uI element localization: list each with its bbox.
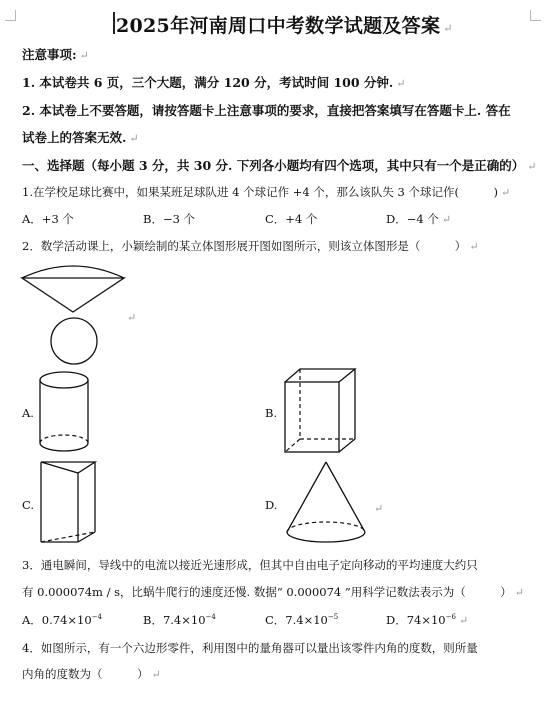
question-4-line1: 4．如图所示，有一个六边形零件，利用图中的量角器可以量出该零件内角的度数，则所量 <box>22 641 478 655</box>
q3-option-a-base: A．0.74×10 <box>22 613 92 627</box>
note-item-2-line2-text: 试卷上的答案无效. <box>22 130 127 145</box>
section-heading-text: 一、选择题（每小题 3 分，共 30 分. 下列各小题均有四个选项，其中只有一个是正确的） <box>22 158 525 173</box>
notes-heading <box>22 45 89 63</box>
section-heading-choice <box>22 156 536 174</box>
paragraph-mark-icon: ↵ <box>129 132 139 145</box>
question-1-option-c: C．+4 个 <box>265 212 318 226</box>
q3-option-a-exponent: −4 <box>91 613 103 622</box>
question-3-option-c <box>265 612 338 628</box>
question-2-option-d-text: D. <box>265 498 278 512</box>
question-3-option-b <box>143 612 216 628</box>
paragraph-mark-icon: ↵ <box>79 49 89 62</box>
cuboid-figure <box>282 366 362 456</box>
paragraph-mark-icon: ↵ <box>514 586 524 599</box>
q3-option-d-base: D．74×10 <box>386 613 446 627</box>
cylinder-bottom-back <box>40 435 88 443</box>
question-3-line2 <box>22 584 524 600</box>
cuboid-top-face <box>285 369 355 382</box>
question-1-option-d <box>386 211 451 227</box>
cuboid-hidden-edge <box>285 439 300 452</box>
prism-top-face <box>41 462 95 473</box>
prism-bottom-edge <box>78 532 95 542</box>
question-3-option-a <box>22 612 102 628</box>
document-title <box>116 11 453 38</box>
q3-option-b-base: B．7.4×10 <box>143 613 206 627</box>
question-2-option-c-label: C. <box>22 498 35 512</box>
paragraph-mark-icon: ↵ <box>500 186 511 199</box>
cylinder-bottom-front <box>40 443 88 451</box>
question-4-line2-text: 内角的度数为（ ） <box>22 667 149 681</box>
paragraph-mark-icon: ↵ <box>469 240 479 253</box>
note-item-1-text: 1. 本试卷共 6 页，三个大题，满分 120 分，考试时间 100 分钟. <box>22 75 394 90</box>
text-cursor <box>113 12 115 34</box>
page-corner-mark <box>5 10 16 21</box>
notes-heading-text: 注意事项: <box>22 47 77 62</box>
page-corner-mark <box>530 10 541 21</box>
cylinder-top <box>40 372 88 388</box>
question-1-option-d-text: D．−4 个 <box>386 212 439 226</box>
cone-slant-right <box>326 462 365 532</box>
cone-slant-left <box>287 462 326 532</box>
question-2-stem <box>22 238 479 254</box>
paragraph-mark-icon: ↵ <box>458 614 469 627</box>
question-1-option-a: A．+3 个 <box>22 212 74 226</box>
note-item-2-line2 <box>22 128 139 146</box>
cylinder-figure <box>36 370 96 456</box>
question-4-line2 <box>22 666 161 682</box>
paragraph-mark-icon: ↵ <box>396 77 406 90</box>
triangular-prism-figure <box>38 458 102 548</box>
question-2-option-b-label: B. <box>265 406 278 420</box>
question-1-option-b: B．−3 个 <box>143 212 196 226</box>
paragraph-mark-icon: ↵ <box>443 22 453 35</box>
question-2-stem-text: 2．数学活动课上，小颖绘制的某立体图形展开图如图所示，则该立体图形是（ ） <box>22 239 467 253</box>
cone-base-back <box>287 522 365 532</box>
question-1-stem <box>22 184 510 200</box>
net-circle <box>51 318 97 364</box>
paragraph-mark-icon <box>371 497 383 516</box>
note-item-1 <box>22 73 405 91</box>
cuboid-front-face <box>285 382 339 452</box>
net-sector-arc <box>22 266 124 278</box>
question-3-option-d <box>386 612 468 628</box>
question-2-option-a-label: A. <box>22 406 34 420</box>
q3-option-c-exponent: −5 <box>327 613 339 622</box>
paragraph-mark-icon: ↵ <box>151 668 161 681</box>
title-text: 2025年河南周口中考数学试题及答案 <box>116 15 441 37</box>
question-1-stem-text: 1.在学校足球比赛中，如果某班足球队进 4 个球记作 +4 个，那么该队失 3 个球记作( ) <box>22 185 498 199</box>
q3-option-c-base: C．7.4×10 <box>265 613 328 627</box>
net-sector-sides <box>22 278 124 312</box>
note-item-2-line1: 2. 本试卷上不要答题，请按答题卡上注意事项的要求，直接把答案填写在答题卡上. 答在 <box>22 103 511 118</box>
paragraph-mark-icon: ↵ <box>441 213 452 226</box>
paragraph-mark-icon-text: ↵ <box>127 311 137 324</box>
net-diagram <box>18 264 138 364</box>
paragraph-mark-icon: ↵ <box>527 160 537 173</box>
paragraph-mark-icon-text: ↵ <box>374 502 384 515</box>
cone-figure <box>283 458 379 550</box>
question-3-line1: 3．通电瞬间，导线中的电流以接近光速形成，但其中自由电子定向移动的平均速度大约只 <box>22 558 478 572</box>
q3-option-b-exponent: −4 <box>205 613 216 622</box>
question-3-line2-text: 有 0.000074m / s，比蜗牛爬行的速度还慢. 数据“ 0.000074 ”用科学记数法表示为（ ） <box>22 585 512 599</box>
q3-option-d-exponent: −6 <box>445 613 456 622</box>
paragraph-mark-icon <box>124 306 136 325</box>
question-2-option-d-label <box>265 498 277 512</box>
cone-base-front <box>287 532 365 542</box>
